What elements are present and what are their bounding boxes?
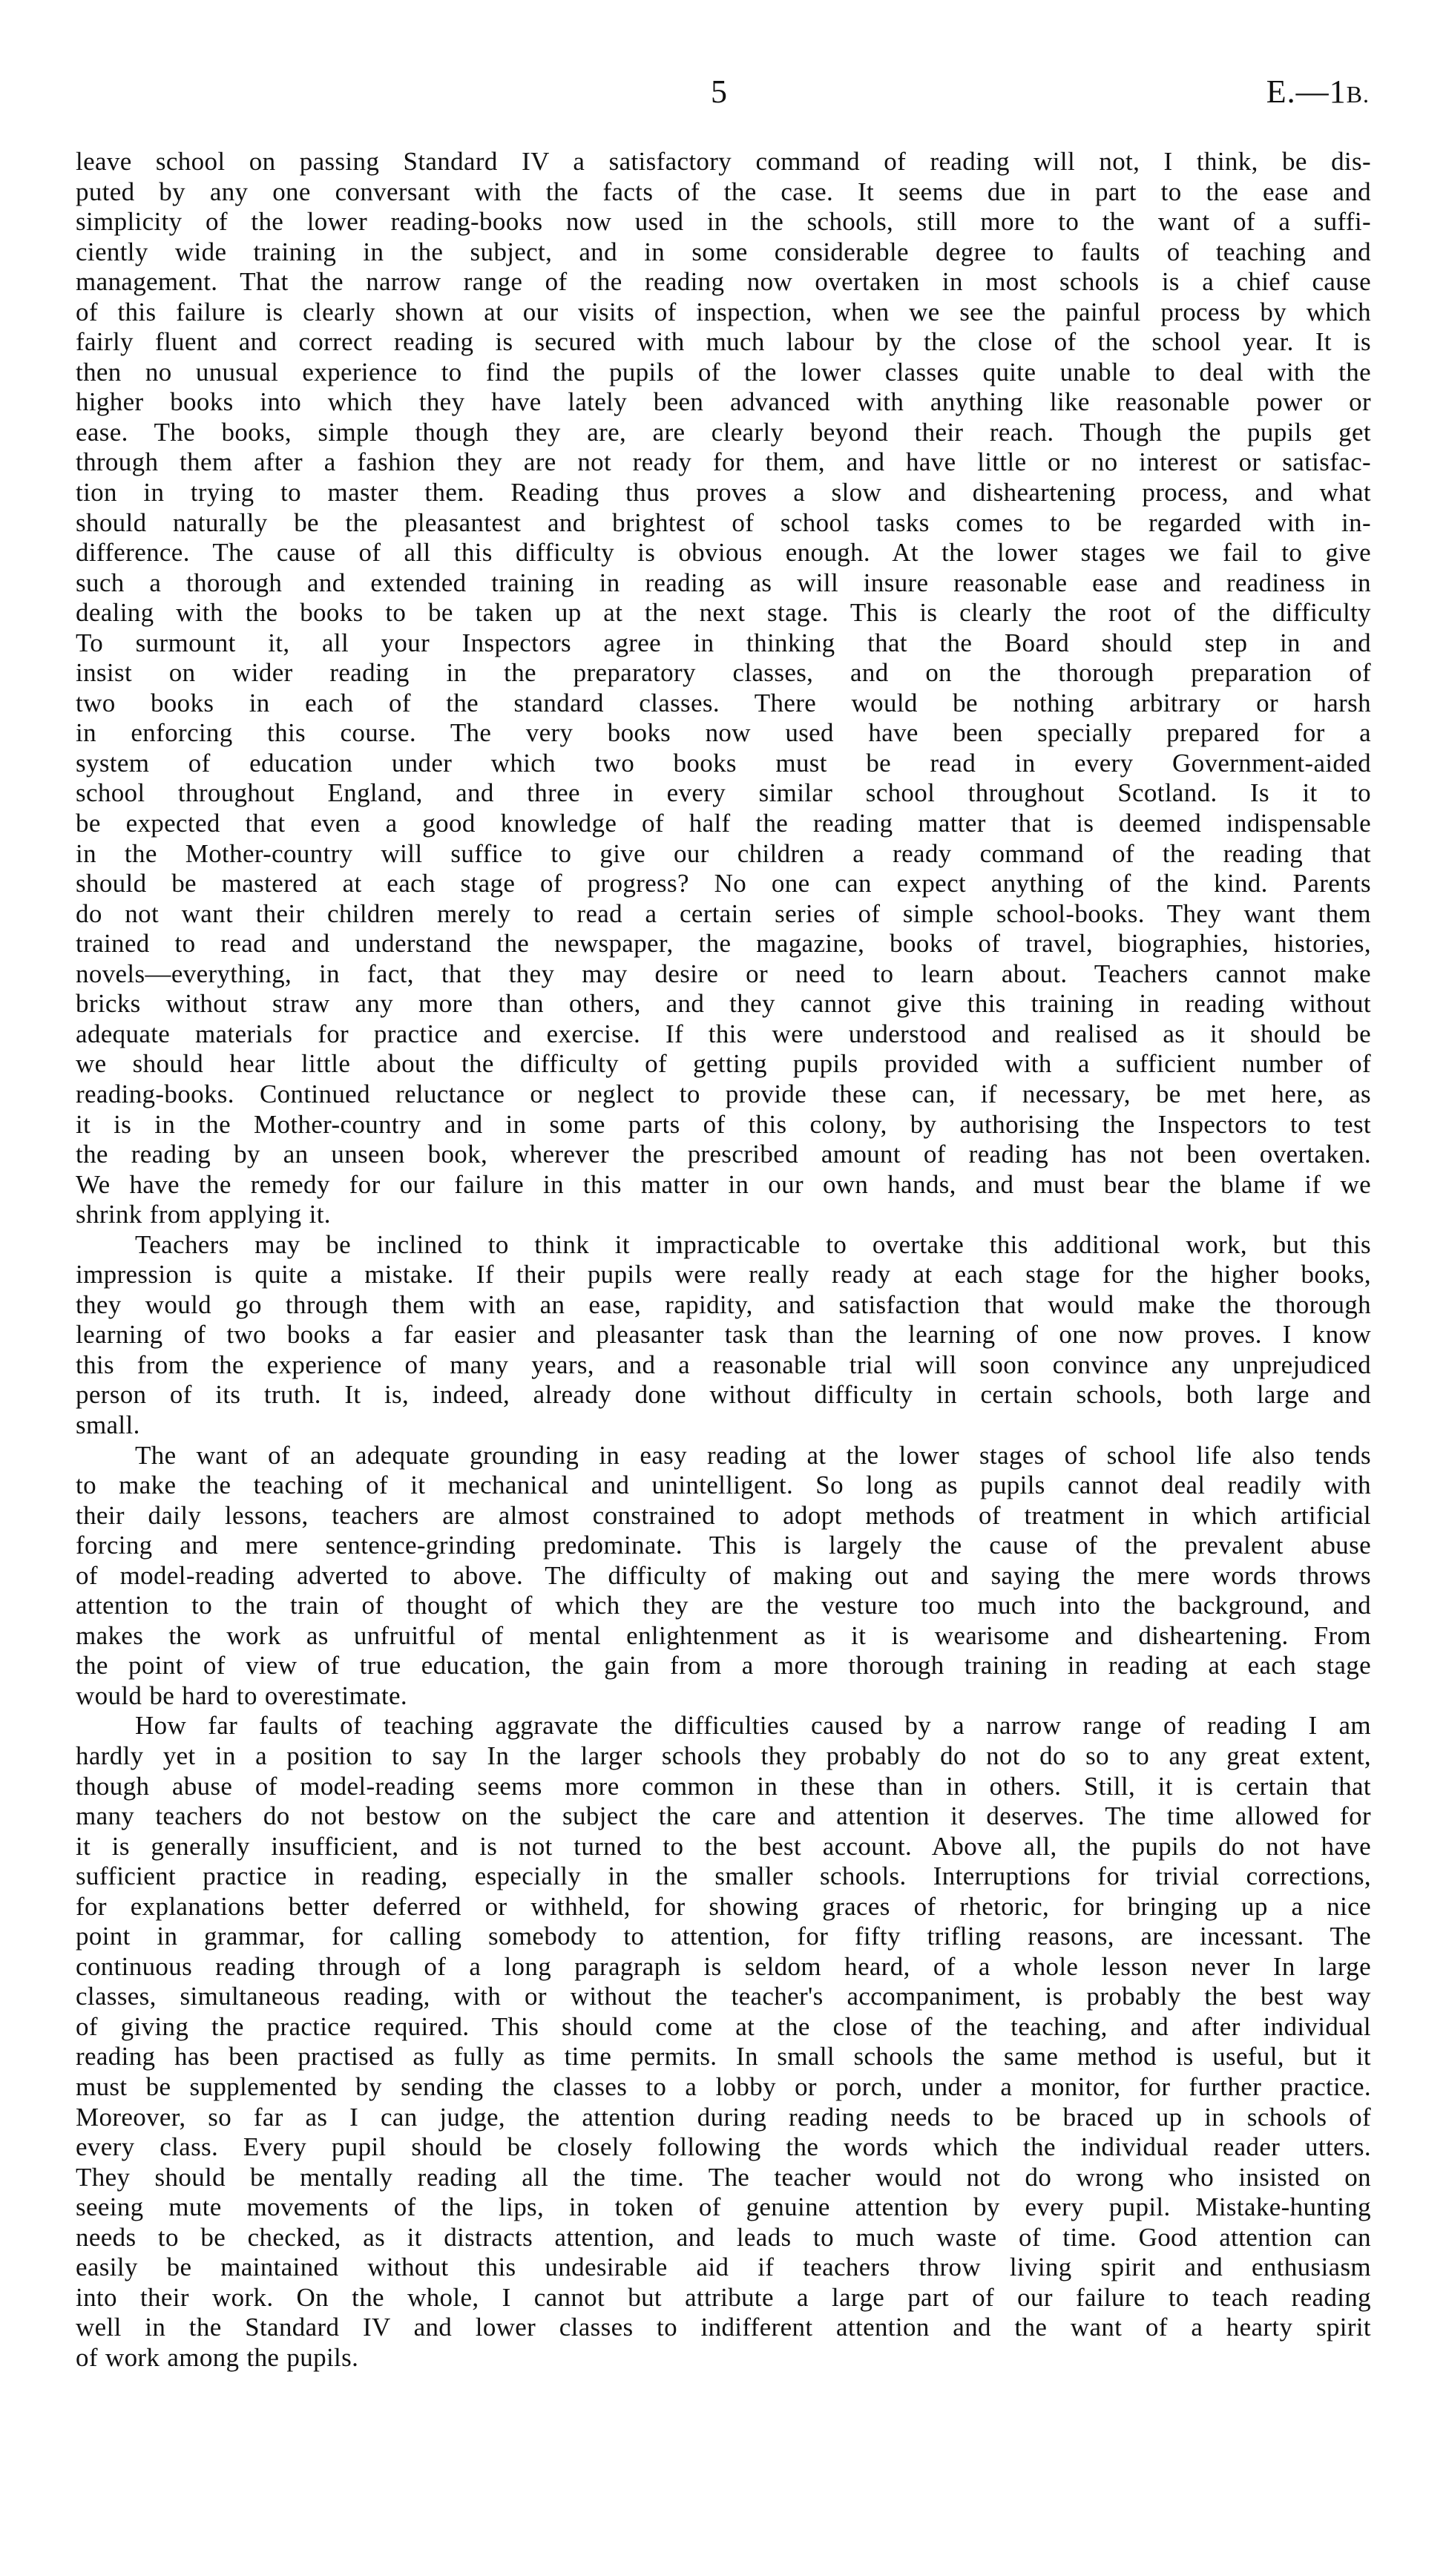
text-line: attention to the train of thought of which they are the vesture too much into the background, and — [76, 1591, 1371, 1620]
text-line: hardly yet in a position to say In the larger schools they probably do not do so to any great extent, — [76, 1741, 1371, 1770]
text-line: do not want their children merely to read a certain series of simple school-books. They want them — [76, 898, 1371, 928]
text-line: must be supplemented by sending the classes to a lobby or porch, under a monitor, for further practice. — [76, 2072, 1371, 2101]
text-line: point in grammar, for calling somebody to attention, for fifty trifling reasons, are incessant. The — [76, 1922, 1371, 1951]
text-line: they would go through them with an ease, rapidity, and satisfaction that would make the thorough — [76, 1289, 1371, 1319]
text-line: difference. The cause of all this difficulty is obvious enough. At the lower stages we fail to give — [76, 538, 1371, 568]
text-line: makes the work as unfruitful of mental enlightenment as it is wearisome and disheartening. From — [76, 1620, 1371, 1650]
paragraph — [76, 1711, 1371, 2373]
text-line: it is generally insufficient, and is not turned to the best account. Above all, the pupils do not have — [76, 1831, 1371, 1861]
text-line: bricks without straw any more than others, and they cannot give this training in reading without — [76, 989, 1371, 1019]
text-line: puted by any one conversant with the facts of the case. It seems due in part to the ease and — [76, 177, 1371, 206]
text-line: ease. The books, simple though they are, are clearly beyond their reach. Though the pupils get — [76, 417, 1371, 447]
document-reference-suffix: B. — [1346, 81, 1370, 108]
text-line: to make the teaching of it mechanical and unintelligent. So long as pupils cannot deal readily with — [76, 1471, 1371, 1500]
text-line: of this failure is clearly shown at our visits of inspection, when we see the painful process by which — [76, 297, 1371, 326]
text-line: To surmount it, all your Inspectors agree in thinking that the Board should step in and — [76, 628, 1371, 657]
text-line: How far faults of teaching aggravate the difficulties caused by a narrow range of reading I am — [135, 1711, 1371, 1741]
body-text — [76, 147, 1371, 2373]
text-line: should be mastered at each stage of progress? No one can expect anything of the kind. Parents — [76, 869, 1371, 898]
text-line: it is in the Mother-country and in some parts of this colony, by authorising the Inspectors to test — [76, 1109, 1371, 1139]
text-line: many teachers do not bestow on the subject the care and attention it deserves. The time allowed for — [76, 1801, 1371, 1831]
text-line: of giving the practice required. This should come at the close of the teaching, and after individual — [76, 2011, 1371, 2041]
text-line: the reading by an unseen book, wherever the prescribed amount of reading has not been overtaken. — [76, 1140, 1371, 1169]
text-line: The want of an adequate grounding in easy reading at the lower stages of school life also tends — [135, 1440, 1371, 1470]
text-line: classes, simultaneous reading, with or without the teacher's accompaniment, is probably the best way — [76, 1982, 1371, 2011]
text-line: They should be mentally reading all the time. The teacher would not do wrong who insisted on — [76, 2162, 1371, 2192]
text-line: adequate materials for practice and exercise. If this were understood and realised as it should be — [76, 1019, 1371, 1048]
text-line: reading-books. Continued reluctance or neglect to provide these can, if necessary, be met here, as — [76, 1079, 1371, 1108]
text-line: though abuse of model-reading seems more common in these than in others. Still, it is certain that — [76, 1771, 1371, 1801]
text-line: in the Mother-country will suffice to give our children a ready command of the reading that — [76, 838, 1371, 868]
text-line: insist on wider reading in the preparatory classes, and on the thorough preparation of — [76, 658, 1371, 688]
text-line: the point of view of true education, the gain from a more thorough training in reading at each stage — [76, 1651, 1371, 1680]
page-header — [0, 74, 1446, 110]
page-number: 5 — [711, 73, 727, 110]
text-line: dealing with the books to be taken up at the next stage. This is clearly the root of the difficulty — [76, 598, 1371, 628]
paragraph — [76, 147, 1371, 1230]
text-line: such a thorough and extended training in reading as will insure reasonable ease and readiness in — [76, 568, 1371, 597]
text-line: easily be maintained without this undesirable aid if teachers throw living spirit and enthusiasm — [76, 2253, 1371, 2282]
text-line: management. That the narrow range of the reading now overtaken in most schools is a chief cause — [76, 267, 1371, 297]
text-line: into their work. On the whole, I cannot but attribute a large part of our failure to teach reading — [76, 2282, 1371, 2312]
text-line: for explanations better deferred or withheld, for showing graces of rhetoric, for bringing up a nice — [76, 1891, 1371, 1921]
text-line: tion in trying to master them. Reading thus proves a slow and disheartening process, and what — [76, 478, 1371, 507]
text-line: two books in each of the standard classes. There would be nothing arbitrary or harsh — [76, 688, 1371, 717]
text-line: leave school on passing Standard IV a satisfactory command of reading will not, I think, be dis- — [76, 147, 1371, 176]
text-line: well in the Standard IV and lower classes to indifferent attention and the want of a hearty spirit — [76, 2313, 1371, 2342]
text-line: we should hear little about the difficulty of getting pupils provided with a sufficient number of — [76, 1049, 1371, 1079]
text-line: person of its truth. It is, indeed, already done without difficulty in certain schools, both large and — [76, 1380, 1371, 1410]
text-line: forcing and mere sentence-grinding predominate. This is largely the cause of the prevalent abuse — [76, 1531, 1371, 1560]
text-line: impression is quite a mistake. If their pupils were really ready at each stage for the higher books, — [76, 1260, 1371, 1289]
text-line: sufficient practice in reading, especially in the smaller schools. Interruptions for trivial corrections, — [76, 1862, 1371, 1891]
text-line: of work among the pupils. — [76, 2342, 359, 2372]
document-reference-main: E.—1 — [1266, 73, 1347, 110]
text-line: Teachers may be inclined to think it impracticable to overtake this additional work, but this — [135, 1229, 1371, 1259]
text-line: this from the experience of many years, and a reasonable trial will soon convince any unprejudiced — [76, 1350, 1371, 1379]
text-line: then no unusual experience to find the pupils of the lower classes quite unable to deal with the — [76, 357, 1371, 387]
text-line: of model-reading adverted to above. The difficulty of making out and saying the mere words throws — [76, 1560, 1371, 1590]
document-reference — [1266, 74, 1370, 112]
text-line: be expected that even a good knowledge of half the reading matter that is deemed indispensable — [76, 809, 1371, 838]
text-line: trained to read and understand the newspaper, the magazine, books of travel, biographies, histories, — [76, 929, 1371, 959]
text-line: system of education under which two books must be read in every Government-aided — [76, 748, 1371, 778]
text-line: higher books into which they have lately been advanced with anything like reasonable power or — [76, 387, 1371, 417]
text-line: shrink from applying it. — [76, 1200, 331, 1229]
text-line: needs to be checked, as it distracts attention, and leads to much waste of time. Good attention can — [76, 2222, 1371, 2252]
paragraph — [76, 1441, 1371, 1712]
text-line: every class. Every pupil should be closely following the words which the individual reader utters. — [76, 2132, 1371, 2162]
text-line: school throughout England, and three in every similar school throughout Scotland. Is it to — [76, 778, 1371, 808]
text-line: should naturally be the pleasantest and brightest of school tasks comes to be regarded with in- — [76, 507, 1371, 537]
text-line: their daily lessons, teachers are almost constrained to adopt methods of treatment in which artificial — [76, 1500, 1371, 1530]
text-line: fairly fluent and correct reading is secured with much labour by the close of the school year. It is — [76, 327, 1371, 357]
text-line: We have the remedy for our failure in this matter in our own hands, and must bear the blame if we — [76, 1169, 1371, 1199]
text-line: through them after a fashion they are not ready for them, and have little or no interest or satisfac- — [76, 447, 1371, 477]
text-line: seeing mute movements of the lips, in token of genuine attention by every pupil. Mistake-hunting — [76, 2192, 1371, 2222]
text-line: simplicity of the lower reading-books now used in the schools, still more to the want of a suffi- — [76, 207, 1371, 237]
text-line: in enforcing this course. The very books now used have been specially prepared for a — [76, 718, 1371, 748]
text-line: would be hard to overestimate. — [76, 1680, 408, 1710]
text-line: ciently wide training in the subject, and in some considerable degree to faults of teaching and — [76, 237, 1371, 266]
text-line: Moreover, so far as I can judge, the attention during reading needs to be braced up in schools of — [76, 2102, 1371, 2132]
text-line: continuous reading through of a long paragraph is seldom heard, of a whole lesson never In large — [76, 1951, 1371, 1981]
text-line: small. — [76, 1410, 140, 1439]
paragraph — [76, 1230, 1371, 1441]
text-line: reading has been practised as fully as time permits. In small schools the same method is useful, but it — [76, 2042, 1371, 2071]
text-line: learning of two books a far easier and pleasanter task than the learning of one now proves. I know — [76, 1320, 1371, 1350]
text-line: novels—everything, in fact, that they may desire or need to learn about. Teachers cannot make — [76, 959, 1371, 988]
